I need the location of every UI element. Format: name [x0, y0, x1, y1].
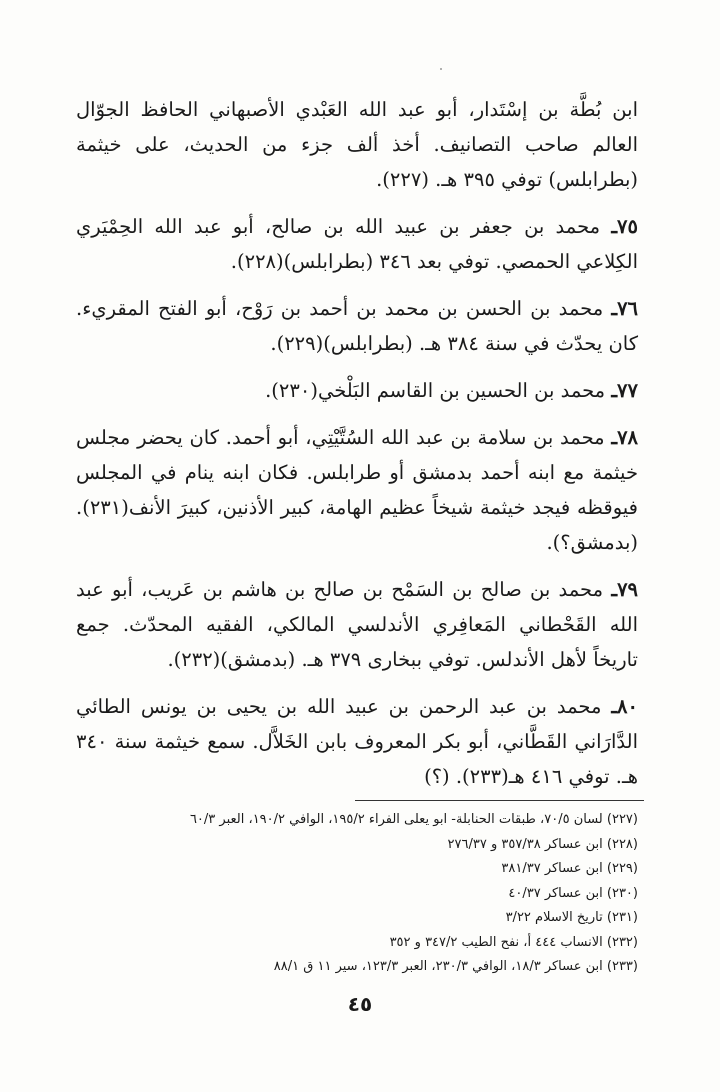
entry-number: ٧٧ـ [611, 379, 638, 402]
entry-text: محمد بن سلامة بن عبد الله السُتَّيْتِي، أبو أحمد. كان يحضر مجلس خيثمة مع ابنه أحمد بدمشق أو طرابلس. فكان ابنه ينام في المجلس فيوقظه فيجد خيثمة شيخاً عظيم الهامة، كبير الأذنين، كبيرَ الأنف(٢٣١). (بدمشق؟). [76, 426, 638, 554]
entry-continuation [76, 92, 638, 197]
entry-number: ٧٦ـ [611, 297, 639, 320]
footnote-divider [355, 800, 644, 801]
scan-speck [440, 68, 442, 70]
footnote-230: (٢٣٠) ابن عساكر ٤٠/٣٧ [508, 885, 638, 901]
entry-76 [76, 291, 638, 361]
footnote-232: (٢٣٢) الانساب ٤٤٤ أ، نفح الطيب ٣٤٧/٢ و ٣٥٢ [389, 934, 638, 950]
entry-text: محمد بن الحسين بن القاسم البَلْخي(٢٣٠). [265, 379, 606, 402]
entry-text: ابن بُطَّة بن إسْتَدار، أبو عبد الله العَبْدي الأصبهاني الحافظ الجوّال العالم صاحب التصانيف. أخذ ألف جزء من الحديث، على خيثمة (بطرابلس) توفي ٣٩٥ هـ. (٢٢٧). [76, 98, 638, 191]
footnote-228: (٢٢٨) ابن عساكر ٣٥٧/٣٨ و ٢٧٦/٣٧ [447, 836, 638, 852]
footnote-231: (٢٣١) تاريخ الاسلام ٣/٢٢ [505, 910, 638, 925]
footnotes [76, 808, 638, 980]
entry-text: محمد بن صالح بن السَمْح بن صالح بن هاشم بن عَريب، أبو عبد الله القَحْطاني المَعافِري الأندلسي المالكي، الفقيه المحدّث. جمع تاريخاً لأهل الأندلس. توفي ببخارى ٣٧٩ هـ. (بدمشق)(٢٣٢). [76, 578, 638, 671]
page-number: ٤٥ [347, 992, 373, 1016]
entry-80 [76, 689, 638, 794]
entry-78 [76, 420, 638, 560]
entry-text: محمد بن جعفر بن عبيد الله بن صالح، أبو عبد الله الحِمْيَري الكِلاعي الحمصي. توفي بعد ٣٤٦ (بطرابلس)(٢٢٨). [76, 215, 638, 273]
entry-number: ٧٥ـ [611, 215, 638, 238]
footnote-229: (٢٢٩) ابن عساكر ٣٨١/٣٧ [501, 861, 638, 876]
footnote-233: (٢٣٣) ابن عساكر ١٨/٣، الوافي ٢٣٠/٣، العبر ١٢٣/٣، سير ١١ ق ٨٨/١ [273, 959, 638, 974]
entry-77 [76, 373, 638, 408]
entry-75 [76, 209, 638, 279]
main-text [76, 92, 638, 806]
entry-number: ٧٨ـ [611, 426, 639, 449]
entry-number: ٧٩ـ [611, 578, 639, 601]
entry-number: ٨٠ـ [611, 695, 638, 718]
footnote-227: (٢٢٧) لسان ٧٠/٥، طبقات الحنابلة- ابو يعلى الفراء ١٩٥/٢، الوافي ١٩٠/٢، العبر ٦٠/٣ [189, 812, 638, 827]
entry-text: محمد بن عبد الرحمن بن عبيد الله بن يحيى بن يونس الطائي الدَّارَاني القَطَّاني، أبو بكر المعروف بابن الخَلاَّل. سمع خيثمة سنة ٣٤٠ هـ. توفي ٤١٦ هـ(٢٣٣). (؟) [76, 695, 638, 788]
entry-79 [76, 572, 638, 677]
entry-text: محمد بن الحسن بن محمد بن أحمد بن رَوْح، أبو الفتح المقريء. كان يحدّث في سنة ٣٨٤ هـ. (بطرابلس)(٢٢٩). [76, 297, 638, 355]
